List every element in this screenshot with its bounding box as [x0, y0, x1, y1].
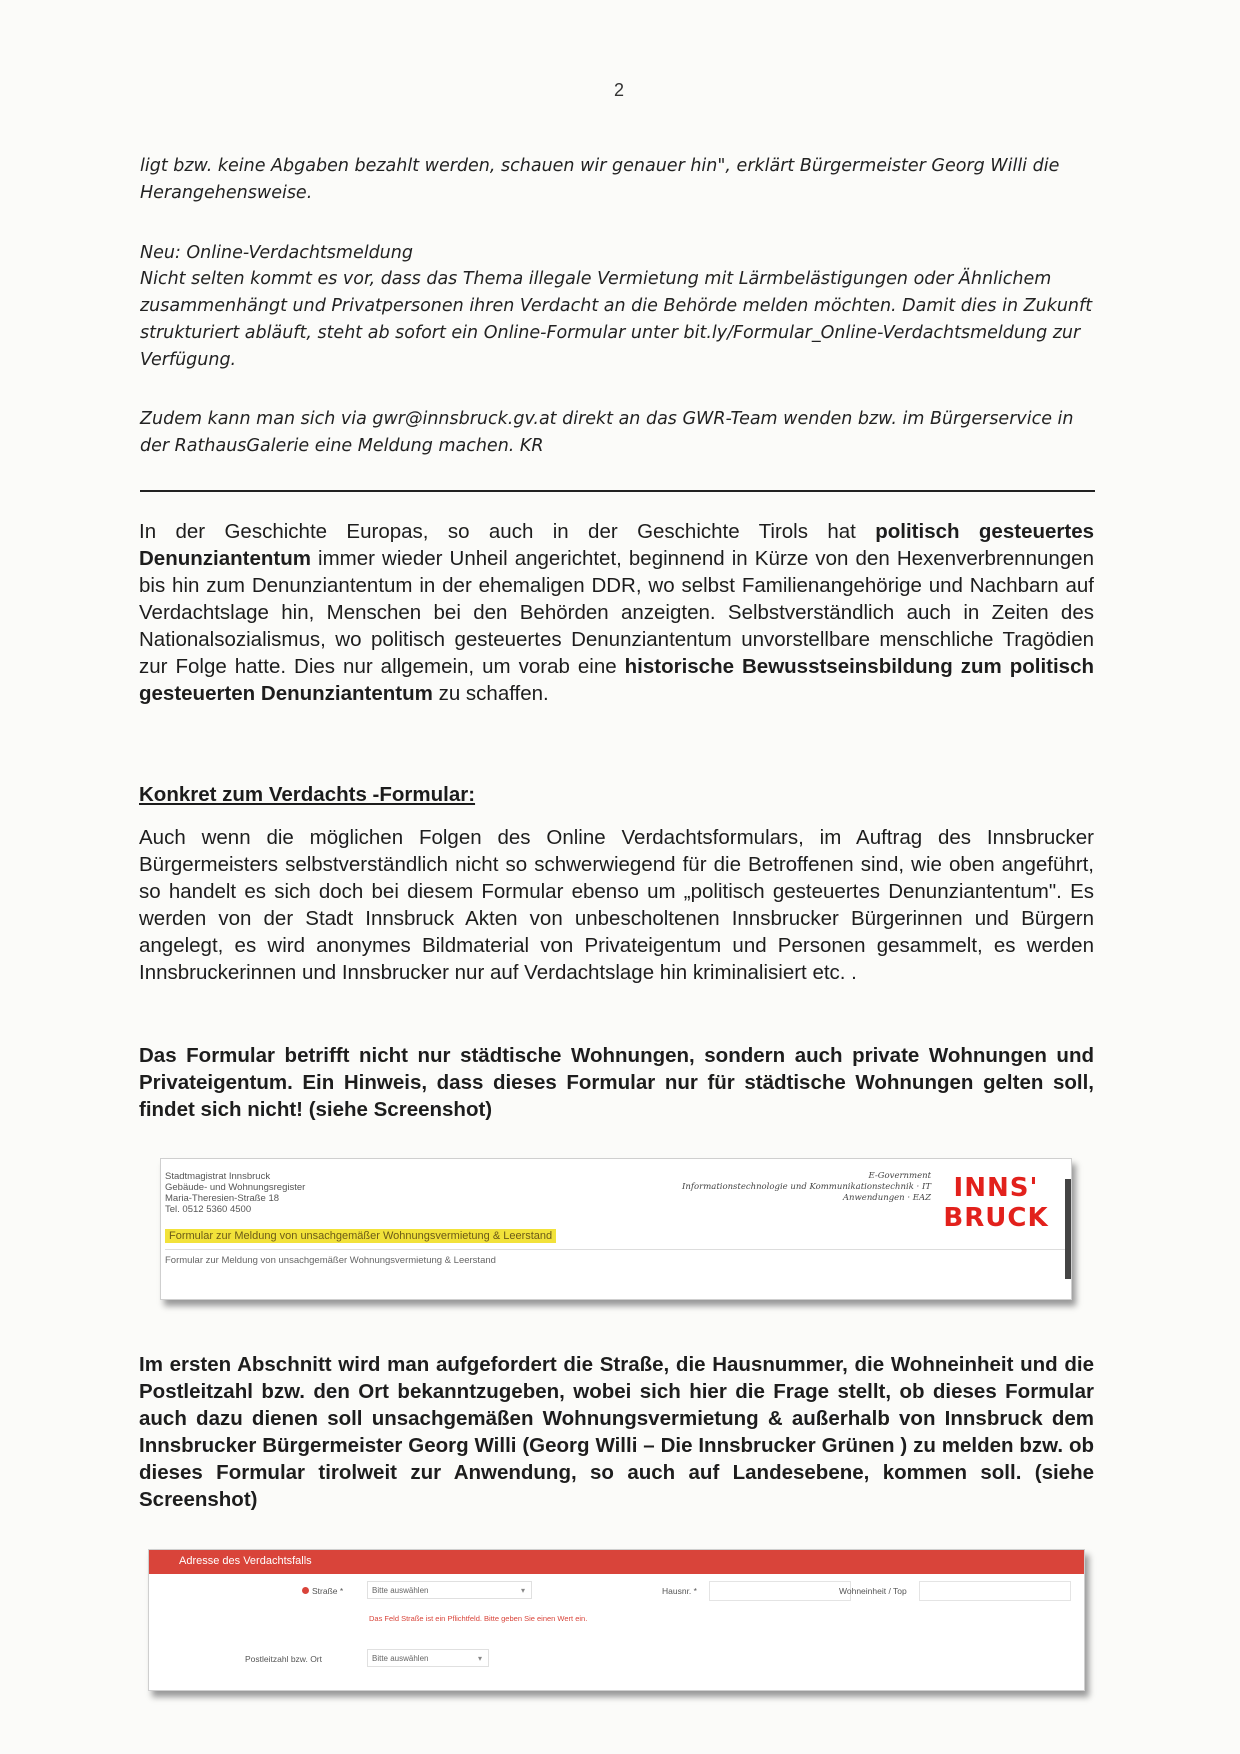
- error-icon: [302, 1587, 309, 1594]
- scrollbar: [1065, 1179, 1071, 1279]
- address-form-screenshot: [148, 1549, 1085, 1691]
- konkret-heading: Konkret zum Verdachts -Formular:: [139, 783, 476, 806]
- chevron-down-icon: ▾: [477, 1654, 482, 1663]
- logo-line: INNS': [953, 1173, 1039, 1203]
- form-scope-paragraph: Das Formular betrifft nicht nur städtische Wohnungen, sondern auch private Wohnungen und Privateigentum. Ein Hinweis, dass dieses Formular nur für städtische Wohnungen gelten soll, findet sich nicht! (siehe Screenshot): [139, 1044, 1094, 1121]
- form-header-screenshot: [160, 1158, 1072, 1300]
- magistrate-address: [165, 1171, 305, 1215]
- address-section-title: Adresse des Verdachtsfalls: [179, 1555, 312, 1567]
- address-line: Tel. 0512 5360 4500: [165, 1204, 252, 1215]
- form-subtitle: Formular zur Meldung von unsachgemäßer Wohnungsvermietung & Leerstand: [165, 1255, 496, 1266]
- logo-line: BRUCK: [943, 1203, 1049, 1233]
- street-select[interactable]: [367, 1581, 532, 1599]
- contact-paragraph: Zudem kann man sich via gwr@innsbruck.gv.at direkt an das GWR-Team wenden bzw. im Bürgerservice in der RathausGalerie eine Meldung machen. KR: [140, 409, 1074, 456]
- address-section-header: [149, 1550, 1084, 1574]
- dept-line: Informationstechnologie und Kommunikationstechnik · IT: [682, 1182, 931, 1192]
- house-number-input[interactable]: [709, 1581, 851, 1601]
- unit-label: Wohneinheit / Top: [839, 1586, 907, 1596]
- postal-select-value: Bitte auswählen: [372, 1654, 429, 1663]
- innsbruck-logo: [941, 1173, 1051, 1233]
- street-error-message: Das Feld Straße ist ein Pflichtfeld. Bitte geben Sie einen Wert ein.: [369, 1614, 588, 1623]
- house-number-label: Hausnr. *: [662, 1586, 697, 1596]
- history-bold-1: politisch gesteuertes Denunziantentum: [139, 520, 1094, 570]
- address-line: Maria-Theresien-Straße 18: [165, 1193, 280, 1204]
- street-select-value: Bitte auswählen: [372, 1586, 429, 1595]
- form-consequences-paragraph: Auch wenn die möglichen Folgen des Online Verdachtsformulars, im Auftrag des Innsbrucker Bürgermeisters selbstverständlich nicht so schwerwiegend für die Betroffenen sind, wie oben angeführt, so handelt es sich doch bei diesem Formular ebenso um „politisch gesteuertes Denunziantentum". Es werden von der Stadt Innsbruck Akten von unbescholtenen Innsbrucker Bürgerinnen und Bürgern angelegt, es wird anonymes Bildmaterial von Privateigentum und Personen gesammelt, es werden Innsbruckerinnen und Innsbrucker nur auf Verdachtslage hin kriminalisiert etc. .: [139, 826, 1094, 984]
- postal-label: Postleitzahl bzw. Ort: [245, 1654, 323, 1664]
- history-text-3: zu schaffen.: [432, 682, 549, 705]
- unit-input[interactable]: [919, 1581, 1071, 1601]
- history-bold-2: historische Bewusstseinsbildung zum politisch gesteuerten Denunziantentum: [139, 655, 1094, 705]
- form-title-highlight: Formular zur Meldung von unsachgemäßer Wohnungsvermietung & Leerstand: [165, 1229, 556, 1243]
- history-paragraph: [139, 518, 1094, 707]
- history-text-2: immer wieder Unheil angerichtet, beginnend in Kürze von den Hexenverbrennungen bis hin zum Denunziantentum in der ehemaligen DDR, wo selbst Familienangehörige und Nachbarn auf Verdachtslage hin, Menschen bei den Behörden anzeigten. Selbstverständlich auch in Zeiten des Nationalsozialismus, wo politisch gesteuertes Denunziantentum unvorstellbare menschliche Tragödien zur Folge hatte. Dies nur allgemein, um vorab eine: [139, 547, 1094, 678]
- form-title-divider: [165, 1249, 1065, 1250]
- chevron-down-icon: ▾: [520, 1586, 525, 1595]
- page-number: 2: [614, 80, 625, 100]
- dept-line: Anwendungen · EAZ: [842, 1193, 931, 1203]
- first-section-paragraph: Im ersten Abschnitt wird man aufgefordert die Straße, die Hausnummer, die Wohneinheit und die Postleitzahl bzw. den Ort bekanntzugeben, wobei sich hier die Frage stellt, ob dieses Formular auch dazu dienen soll unsachgemäßen Wohnungsvermietung & außerhalb von Innsbruck dem Innsbrucker Bürgermeister Georg Willi (Georg Willi – Die Innsbrucker Grünen ) zu melden bzw. ob dieses Formular tirolweit zur Anwendung, so auch auf Landesebene, kommen soll. (siehe Screenshot): [139, 1353, 1094, 1511]
- department-info: [682, 1171, 931, 1204]
- postal-select[interactable]: [367, 1649, 489, 1667]
- history-text-1: In der Geschichte Europas, so auch in der Geschichte Tirols hat: [139, 520, 876, 543]
- online-report-paragraph: Nicht selten kommt es vor, dass das Thema illegale Vermietung mit Lärmbelästigungen oder Ähnlichem zusammenhängt und Privatpersonen ihren Verdacht an die Behörde melden möchten. Damit dies in Zukunft strukturiert abläuft, steht ab sofort ein Online-Formular unter bit.ly/Formular_Online-Verdachtsmeldung zur Verfügung.: [140, 269, 1093, 370]
- intro-quote-paragraph: ligt bzw. keine Abgaben bezahlt werden, schauen wir genauer hin", erklärt Bürgermeister Georg Willi die Herangehensweise.: [140, 156, 1060, 203]
- section-divider: [140, 490, 1095, 492]
- address-line: Stadtmagistrat Innsbruck: [165, 1171, 271, 1182]
- dept-line: E-Government: [868, 1171, 931, 1181]
- street-label: Straße *: [312, 1586, 344, 1596]
- address-line: Gebäude- und Wohnungsregister: [165, 1182, 306, 1193]
- online-report-heading: Neu: Online-Verdachtsmeldung: [140, 243, 413, 263]
